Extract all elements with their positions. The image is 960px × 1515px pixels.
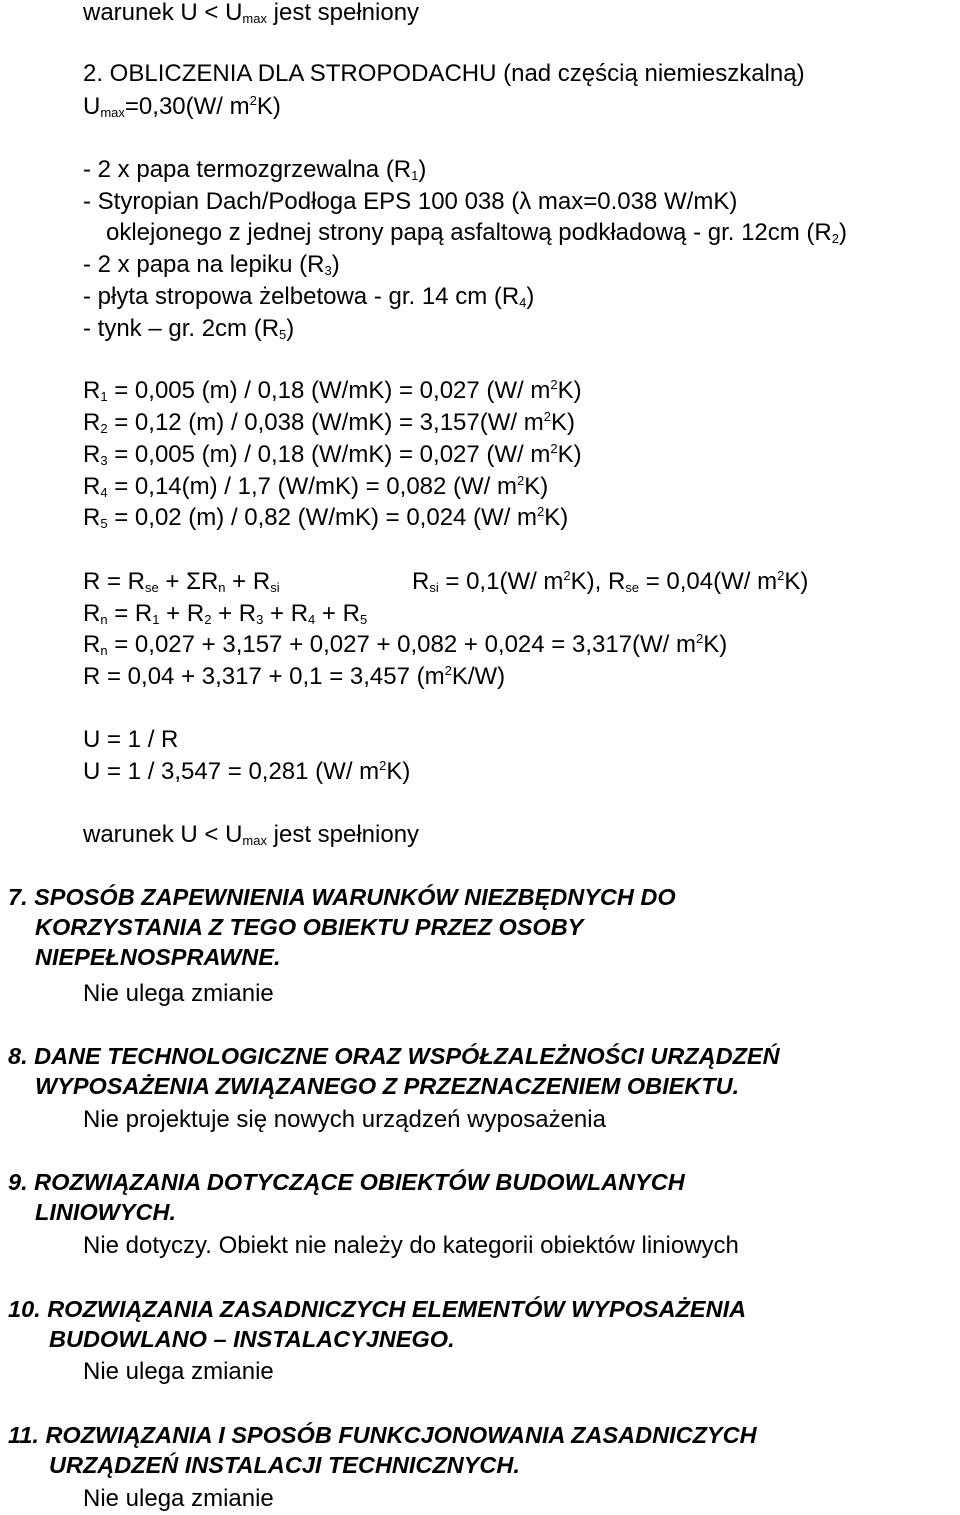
layer-item: - 2 x papa termozgrzewalna $(R_1)$ [83,156,427,183]
layer-item: oklejonego z jednej strony papą asfaltową podkładową - gr. 12cm $(R_2)$ [106,219,847,246]
section-8-heading: 8. DANE TECHNOLOGICZNE ORAZ WSPÓŁZALEŻNOŚCI URZĄDZEŃ WYPOSAŻENIA ZWIĄZANEGO Z PRZEZNACZENIEM OBIEKTU. [8,1043,780,1099]
section-11-text: Nie ulega zmianie [83,1485,274,1512]
condition-line: warunek $U < U_{max}$ jest spełniony [83,821,420,848]
section-9-text: Nie dotyczy. Obiekt nie należy do kategorii obiektów liniowych [83,1232,739,1259]
rn-sum-formula: $R_n = R_1 + R_2 + R_3 + R_4 + R_5$ [83,600,368,627]
resistance-line: $R_5 = 0,02$ (m) / 0,82 (W/mK) = 0,024 (W/ $m^2K$) [83,504,569,531]
rn-value-formula: $R_n = 0,027 + 3,157 + 0,027 + 0,082 + 0,024 = 3,317(W/$ $m^2K$) [83,631,728,658]
umax-line: $U_{max}=0,30(W/$ $m^2K$) [83,93,281,120]
u-definition: U = 1 / R [83,726,179,753]
resistance-line: $R_1 = 0,005$ (m) / 0,18 (W/mK) = 0,027 (W/ $m^2K$) [83,377,582,404]
resistance-line: $R_2 = 0,12$ (m) / 0,038 (W/mK) = 3,157(W/ $m^2K$) [83,409,575,436]
section-7-heading: 7. SPOSÓB ZAPEWNIENIA WARUNKÓW NIEZBĘDNYCH DO KORZYSTANIA Z TEGO OBIEKTU PRZEZ OSOBY NIEPEŁNOSPRAWNE. [8,884,676,970]
layer-item: - Styropian Dach/Podłoga EPS 100 038 (λ max=0.038 W/mK) [83,188,738,215]
layer-item: - tynk – gr. 2cm $(R_5)$ [83,315,295,342]
resistance-line: $R_3 = 0,005$ (m) / 0,18 (W/mK) = 0,027 (W/ $m^2K$) [83,441,582,468]
resistance-line: $R_4 = 0,14(m) / 1,7$ (W/mK) = 0,082 (W/ $m^2K$) [83,473,549,500]
condition-line: warunek $U < U_{max}$ jest spełniony [83,0,420,26]
section-9-heading: 9. ROZWIĄZANIA DOTYCZĄCE OBIEKTÓW BUDOWLANYCH LINIOWYCH. [8,1169,685,1225]
section-10-heading: 10. ROZWIĄZANIA ZASADNICZYCH ELEMENTÓW WYPOSAŻENIA BUDOWLANO – INSTALACYJNEGO. [8,1296,747,1352]
u-value-formula: U = 1 / 3,547 = 0,281 (W/ $m^2K$) [83,758,411,785]
layer-item: - płyta stropowa żelbetowa - gr. 14 cm $(R_4)$ [83,283,535,310]
section-11-heading: 11. ROZWIĄZANIA I SPOSÓB FUNKCJONOWANIA ZASADNICZYCH URZĄDZEŃ INSTALACJI TECHNICZNYCH. [8,1422,757,1478]
layer-item: - 2 x papa na lepiku $(R_3)$ [83,251,340,278]
section-7-text: Nie ulega zmianie [83,980,274,1007]
r-value-formula: R = 0,04 + 3,317 + 0,1 = 3,457 $(m^2K/W)$ [83,663,506,690]
surface-resistance-values: $R_{si} = 0,1(W/$ $m^2K$), $R_{se} = 0,04(W/$ $m^2K$) [412,568,809,595]
section-2-title: 2. OBLICZENIA DLA STROPODACHU (nad częścią niemieszkalną) [83,60,805,87]
section-8-text: Nie projektuje się nowych urządzeń wyposażenia [83,1106,606,1133]
total-resistance-formula: $R = R_{se} + \Sigma R_n + R_{si}$ [83,568,280,595]
section-10-text: Nie ulega zmianie [83,1358,274,1385]
